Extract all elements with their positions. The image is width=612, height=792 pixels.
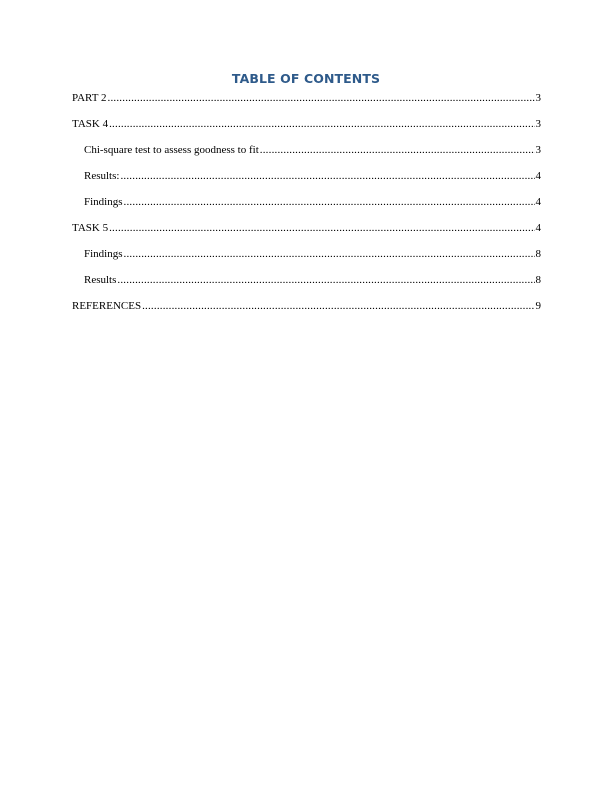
toc-dot-leader — [120, 169, 534, 183]
toc-entry-text: Findings — [84, 196, 123, 208]
toc-entry-page-number: 4 — [535, 222, 541, 234]
toc-entry-results-task-5[interactable] — [72, 273, 541, 299]
toc-dot-leader — [109, 221, 534, 235]
toc-entry-page-number: 4 — [535, 196, 541, 208]
toc-entry-text: TASK 5 — [72, 222, 109, 234]
toc-entry-results-task-4[interactable] — [72, 169, 541, 195]
toc-entry-text: PART 2 — [72, 92, 107, 104]
toc-list — [72, 91, 541, 325]
toc-entry-page-number: 3 — [535, 118, 541, 130]
toc-entry-task-4[interactable] — [72, 117, 541, 143]
toc-title: TABLE OF CONTENTS — [231, 71, 381, 86]
toc-entry-page-number: 8 — [535, 274, 541, 286]
toc-dot-leader — [142, 299, 534, 313]
toc-entry-findings-task-4[interactable] — [72, 195, 541, 221]
toc-entry-text: Chi-square test to assess goodness to fit — [84, 144, 259, 156]
toc-entry-page-number: 3 — [535, 144, 541, 156]
toc-entry-page-number: 9 — [535, 300, 541, 312]
toc-dot-leader — [124, 247, 535, 261]
toc-dot-leader — [260, 143, 535, 157]
toc-entry-findings-task-5[interactable] — [72, 247, 541, 273]
toc-dot-leader — [124, 195, 535, 209]
toc-entry-page-number: 8 — [535, 248, 541, 260]
toc-entry-page-number: 4 — [535, 170, 541, 182]
toc-entry-references[interactable] — [72, 299, 541, 325]
toc-entry-part-2[interactable] — [72, 91, 541, 117]
toc-dot-leader — [108, 91, 535, 105]
toc-entry-text: REFERENCES — [72, 300, 142, 312]
toc-entry-text: TASK 4 — [72, 118, 109, 130]
toc-entry-task-5[interactable] — [72, 221, 541, 247]
toc-entry-text: Results: — [84, 170, 120, 182]
toc-entry-text: Results — [84, 274, 117, 286]
toc-entry-chi-square-test[interactable] — [72, 143, 541, 169]
toc-dot-leader — [109, 117, 534, 131]
toc-dot-leader — [117, 273, 534, 287]
toc-entry-text: Findings — [84, 248, 123, 260]
toc-entry-page-number: 3 — [535, 92, 541, 104]
